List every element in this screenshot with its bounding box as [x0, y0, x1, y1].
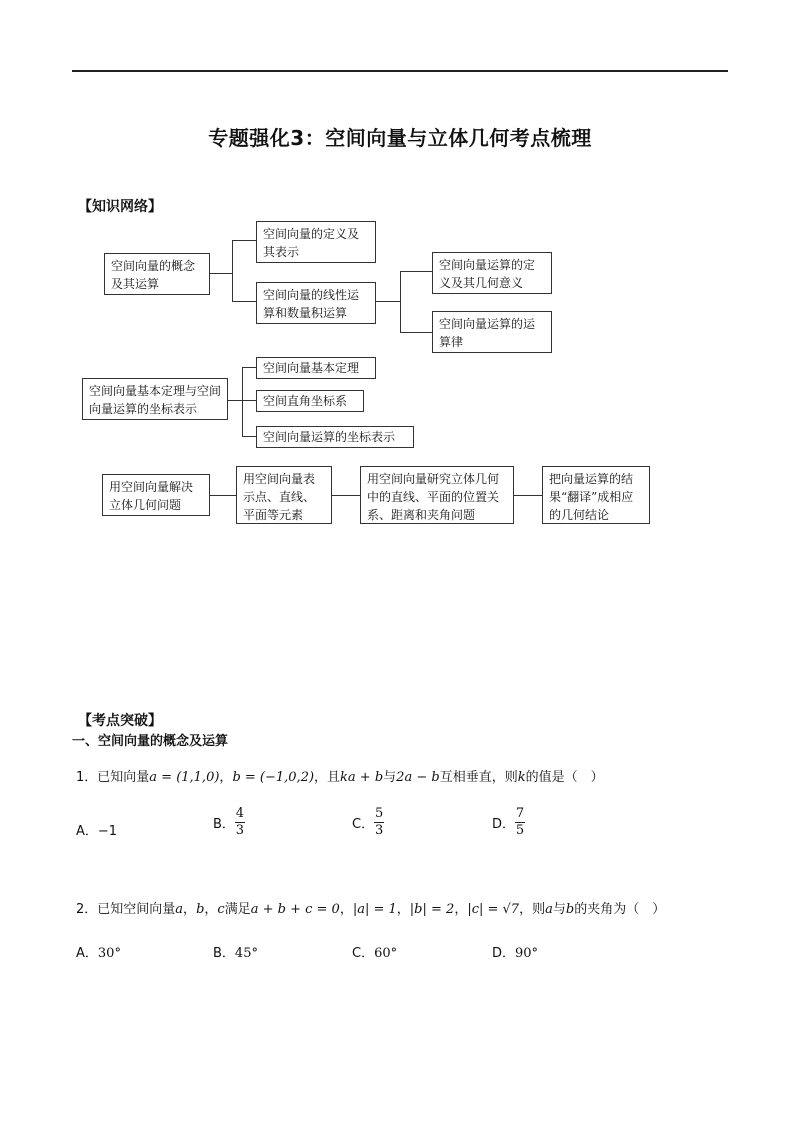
- fraction: [235, 806, 245, 839]
- q1-option-c: [352, 806, 384, 839]
- connector: [210, 495, 236, 496]
- option-value: 45°: [234, 946, 258, 961]
- subsection-title: 一、空间向量的概念及运算: [72, 734, 229, 749]
- node-coordinate-operations: 空间向量运算的坐标表示: [256, 426, 414, 448]
- q2-with: 与: [552, 902, 566, 917]
- fraction: [515, 806, 525, 839]
- option-label: A．: [76, 946, 98, 961]
- option-label: D．: [492, 946, 516, 961]
- q2-equation: a + b + c = 0: [250, 902, 340, 917]
- q2-comma: ，: [339, 902, 353, 917]
- node-basic-theorem-coordinates: 空间向量基本定理与空间向量运算的坐标表示: [82, 378, 228, 420]
- connector: [232, 240, 256, 241]
- connector: [400, 271, 401, 333]
- node-coordinate-system: 空间直角坐标系: [256, 390, 364, 412]
- node-operation-meaning: 空间向量运算的定义及其几何意义: [432, 252, 552, 294]
- denominator: 3: [374, 823, 384, 838]
- q2-c: c: [217, 902, 225, 917]
- q1-prefix: 1．已知向量: [76, 770, 150, 785]
- numerator: 7: [515, 806, 525, 821]
- flow-step-3: 用空间向量研究立体几何中的直线、平面的位置关系、距离和夹角问题: [360, 466, 514, 524]
- numerator: 4: [235, 806, 245, 821]
- q1-option-d: [492, 806, 525, 839]
- q1-expr1: ka + b: [340, 770, 384, 785]
- q2-then: ，则: [519, 902, 546, 917]
- q2-b: b: [565, 902, 575, 917]
- q2-abs-a: |a| = 1: [352, 902, 397, 917]
- connector: [400, 332, 432, 333]
- q2-a: a: [175, 902, 184, 917]
- connector: [242, 400, 256, 401]
- numerator: 5: [374, 806, 384, 821]
- q1-with: 与: [383, 770, 397, 785]
- q2-option-b: [213, 942, 258, 961]
- q2-angle: 的夹角为（ ）: [574, 902, 666, 917]
- option-label: A．: [76, 824, 98, 839]
- page-title: 专题强化3：空间向量与立体几何考点梳理: [208, 126, 592, 150]
- connector: [232, 240, 233, 302]
- q1-tail: 互相垂直，则: [439, 770, 518, 785]
- option-label: B．: [213, 817, 235, 832]
- q2-satisfy: 满足: [224, 902, 251, 917]
- q2-abs-b: |b| = 2: [409, 902, 455, 917]
- node-basic-theorem: 空间向量基本定理: [256, 357, 376, 379]
- question-2: [76, 898, 665, 917]
- denominator: 3: [235, 823, 245, 838]
- option-value: 30°: [97, 946, 121, 961]
- q2-comma: ，: [396, 902, 410, 917]
- option-value: 90°: [515, 946, 539, 961]
- fraction: [374, 806, 384, 839]
- q2-comma: ，: [183, 902, 197, 917]
- knowledge-network-header: 【知识网络】: [78, 199, 162, 215]
- q1-separator: ，: [219, 770, 233, 785]
- q2-option-c: [352, 942, 397, 961]
- q1-mid: ，且: [314, 770, 341, 785]
- option-label: D．: [492, 817, 516, 832]
- connector: [210, 273, 232, 274]
- connector: [228, 400, 242, 401]
- connector: [514, 495, 542, 496]
- question-1: [76, 766, 604, 785]
- q2-a: a: [545, 902, 553, 917]
- q1-expr2: 2a − b: [396, 770, 440, 785]
- q1-vector-a: a = (1,1,0): [149, 770, 220, 785]
- q1-end: 的值是（ ）: [525, 770, 604, 785]
- q2-abs-c: |c| = √7: [467, 902, 520, 917]
- breakthrough-header: 【考点突破】: [78, 713, 162, 729]
- q2-option-a: [76, 942, 121, 961]
- connector: [400, 271, 432, 272]
- denominator: 5: [515, 823, 525, 838]
- node-operation-laws: 空间向量运算的运算律: [432, 311, 552, 353]
- node-vector-concept: 空间向量的概念及其运算: [104, 253, 210, 295]
- connector: [376, 301, 400, 302]
- option-label: B．: [213, 946, 235, 961]
- option-label: C．: [352, 946, 375, 961]
- option-value: 60°: [374, 946, 398, 961]
- q1-k: k: [517, 770, 526, 785]
- q2-option-d: [492, 942, 538, 961]
- q2-b: b: [196, 902, 205, 917]
- node-linear-operations: 空间向量的线性运算和数量积运算: [256, 282, 376, 324]
- connector: [242, 436, 256, 437]
- connector: [332, 495, 360, 496]
- flow-step-2: 用空间向量表示点、直线、平面等元素: [236, 466, 332, 524]
- top-rule: [72, 70, 728, 72]
- q1-option-b: [213, 806, 245, 839]
- option-value: −1: [97, 824, 118, 839]
- connector: [242, 367, 256, 368]
- flow-step-4: 把向量运算的结果“翻译”成相应的几何结论: [542, 466, 650, 524]
- connector: [232, 301, 256, 302]
- node-vector-definition: 空间向量的定义及其表示: [256, 221, 376, 263]
- q1-option-a: [76, 820, 117, 839]
- q2-prefix: 2．已知空间向量: [76, 902, 176, 917]
- option-label: C．: [352, 817, 375, 832]
- connector: [242, 367, 243, 437]
- q1-vector-b: b = (−1,0,2): [232, 770, 315, 785]
- q2-comma: ，: [454, 902, 468, 917]
- flow-step-1: 用空间向量解决立体几何问题: [102, 474, 210, 516]
- q2-comma: ，: [204, 902, 218, 917]
